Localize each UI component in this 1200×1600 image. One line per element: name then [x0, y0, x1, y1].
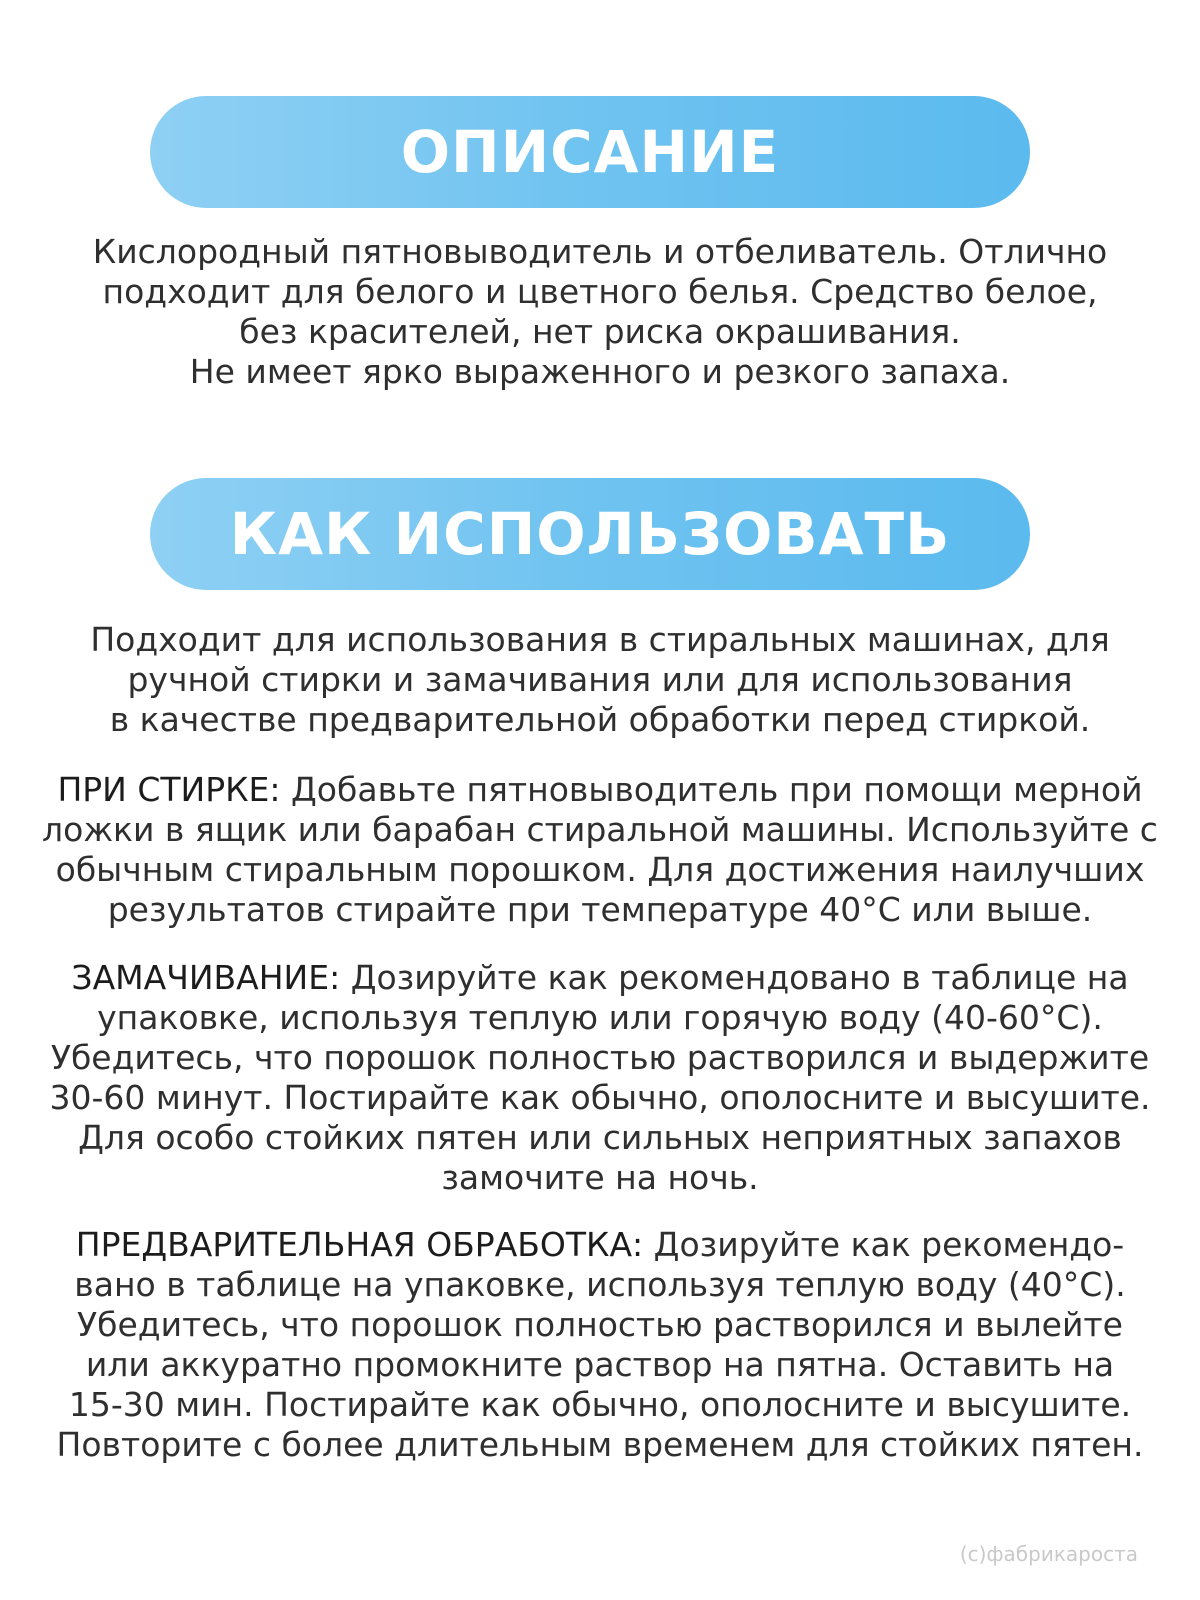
washing-first-text: Добавьте пятновыводитель при помощи мерной — [280, 770, 1143, 809]
pretreatment-line: вано в таблице на упаковке, используя теплую воду (40°С). — [74, 1265, 1126, 1304]
washing-line: результатов стирайте при температуре 40°С или выше. — [107, 890, 1093, 929]
soaking-line: упаковке, используя теплую или горячую воду (40-60°С). — [97, 998, 1103, 1037]
soaking-instructions — [30, 958, 1170, 1198]
pretreatment-first-text: Дозируйте как рекомендо- — [643, 1225, 1125, 1264]
soaking-line: Убедитесь, что порошок полностью растворился и выдержите — [50, 1038, 1150, 1077]
pretreatment-instructions — [30, 1225, 1170, 1465]
description-line: без красителей, нет риска окрашивания. — [239, 312, 961, 351]
usage-intro-text — [30, 620, 1170, 740]
description-title: ОПИСАНИЕ — [400, 118, 780, 186]
washing-label: ПРИ СТИРКЕ: — [57, 770, 281, 809]
soaking-line: замочите на ночь. — [441, 1158, 759, 1197]
pretreatment-label: ПРЕДВАРИТЕЛЬНАЯ ОБРАБОТКА: — [75, 1225, 644, 1264]
description-line: подходит для белого и цветного белья. Средство белое, — [102, 272, 1098, 311]
soaking-label: ЗАМАЧИВАНИЕ: — [71, 958, 341, 997]
usage-intro-line: в качестве предварительной обработки перед стиркой. — [109, 700, 1091, 739]
soaking-line: 30-60 минут. Постирайте как обычно, ополосните и высушите. — [49, 1078, 1151, 1117]
description-line: Кислородный пятновыводитель и отбеливатель. Отлично — [92, 232, 1108, 271]
usage-banner — [150, 478, 1030, 590]
usage-title: КАК ИСПОЛЬЗОВАТЬ — [229, 500, 951, 568]
pretreatment-line: Убедитесь, что порошок полностью растворился и вылейте — [77, 1305, 1123, 1344]
washing-first-line — [30, 770, 1170, 810]
pretreatment-line: или аккуратно промокните раствор на пятна. Оставить на — [85, 1345, 1115, 1384]
usage-intro-line: Подходит для использования в стиральных машинах, для — [90, 620, 1110, 659]
pretreatment-line: Повторите с более длительным временем для стойких пятен. — [56, 1425, 1144, 1464]
description-line: Не имеет ярко выраженного и резкого запаха. — [189, 352, 1011, 391]
soaking-first-text: Дозируйте как рекомендовано в таблице на — [340, 958, 1129, 997]
washing-line: ложки в ящик или барабан стиральной машины. Используйте с — [42, 810, 1158, 849]
pretreatment-line: 15-30 мин. Постирайте как обычно, ополосните и высушите. — [68, 1385, 1132, 1424]
pretreatment-first-line — [30, 1225, 1170, 1265]
copyright-watermark: (с)фабрикароста — [959, 1542, 1138, 1566]
washing-line: обычным стиральным порошком. Для достижения наилучших — [55, 850, 1145, 889]
description-text — [30, 232, 1170, 392]
usage-intro-line: ручной стирки и замачивания или для использования — [127, 660, 1073, 699]
washing-instructions — [30, 770, 1170, 930]
soaking-line: Для особо стойких пятен или сильных неприятных запахов — [78, 1118, 1122, 1157]
description-banner — [150, 96, 1030, 208]
soaking-first-line — [30, 958, 1170, 998]
